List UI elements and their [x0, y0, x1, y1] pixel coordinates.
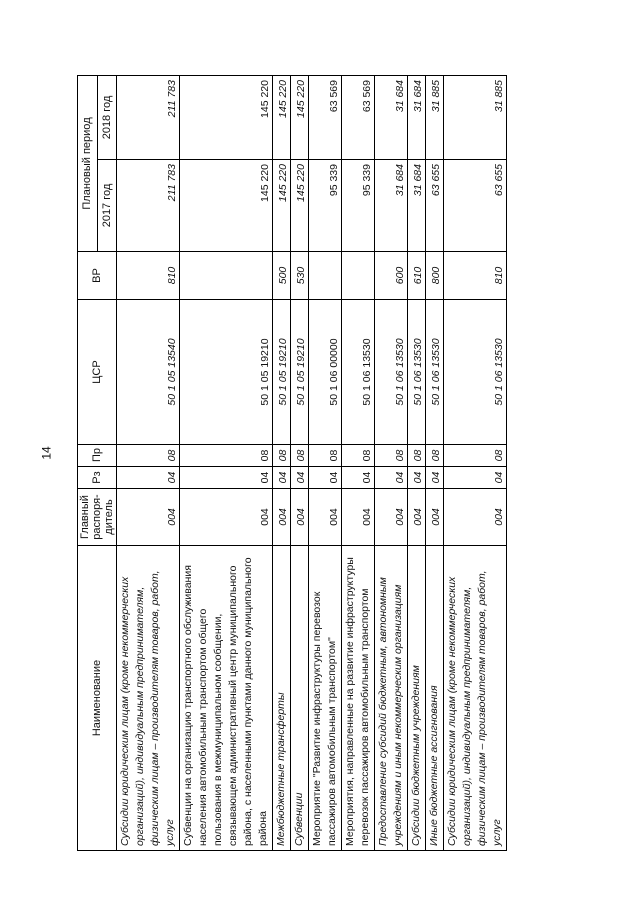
table-row [375, 76, 408, 851]
cell-admin: 004 [444, 489, 507, 546]
cell-y2017: 145 220 [291, 160, 309, 252]
cell-vr: 810 [117, 252, 180, 300]
cell-rz: 04 [342, 467, 375, 489]
cell-pr: 08 [426, 445, 444, 467]
cell-admin: 004 [375, 489, 408, 546]
cell-y2017: 145 220 [180, 160, 273, 252]
cell-csr: 50 1 06 13530 [375, 300, 408, 445]
cell-pr: 08 [309, 445, 342, 467]
cell-y2017: 31 684 [375, 160, 408, 252]
cell-y2017: 95 339 [342, 160, 375, 252]
cell-y2017: 145 220 [273, 160, 291, 252]
cell-name: Иные бюджетные ассигнования [426, 546, 444, 851]
table-row [426, 76, 444, 851]
cell-csr: 50 1 06 13530 [426, 300, 444, 445]
cell-vr [342, 252, 375, 300]
budget-table [77, 75, 507, 851]
cell-vr [180, 252, 273, 300]
cell-y2018: 145 220 [180, 76, 273, 160]
cell-pr: 08 [117, 445, 180, 467]
header-vr: ВР [78, 252, 117, 300]
cell-csr: 50 1 05 19210 [291, 300, 309, 445]
cell-pr: 08 [291, 445, 309, 467]
cell-rz: 04 [273, 467, 291, 489]
cell-csr: 50 1 06 13530 [342, 300, 375, 445]
cell-rz: 04 [426, 467, 444, 489]
cell-rz: 04 [444, 467, 507, 489]
header-2017: 2017 год [97, 160, 117, 252]
cell-pr: 08 [342, 445, 375, 467]
table-row [273, 76, 291, 851]
cell-vr: 800 [426, 252, 444, 300]
table-row [180, 76, 273, 851]
header-plan-period: Плановый период [78, 76, 98, 252]
cell-name: Межбюджетные трансферты [273, 546, 291, 851]
cell-admin: 004 [309, 489, 342, 546]
cell-y2017: 31 684 [408, 160, 426, 252]
cell-name: Субвенции [291, 546, 309, 851]
header-csr: ЦСР [78, 300, 117, 445]
cell-rz: 04 [408, 467, 426, 489]
header-rz: Рз [78, 467, 117, 489]
header-name: Наименование [78, 546, 117, 851]
table-row [117, 76, 180, 851]
cell-name: Субсидии юридическим лицам (кроме некоммерческих организаций), индивидуальным предпринимателям, физическим лицам – производителям товаров, работ, услуг [444, 546, 507, 851]
rotated-table-container [77, 76, 547, 851]
cell-csr: 50 1 06 00000 [309, 300, 342, 445]
cell-name: Субвенции на организацию транспортного обслуживания населения автомобильным транспортом общего пользования в межмуниципальном сообщении, связывающем административный центр муниципального района, с населенными пунктами данного муниципального района [180, 546, 273, 851]
cell-name: Мероприятие "Развитие инфраструктуры перевозок пассажиров автомобильным транспортом" [309, 546, 342, 851]
cell-pr: 08 [375, 445, 408, 467]
cell-admin: 004 [180, 489, 273, 546]
table-row [444, 76, 507, 851]
cell-y2018: 31 885 [426, 76, 444, 160]
cell-csr: 50 1 05 13540 [117, 300, 180, 445]
cell-admin: 004 [291, 489, 309, 546]
header-admin: Главный распоря-дитель [78, 489, 117, 546]
cell-y2017: 211 783 [117, 160, 180, 252]
cell-y2018: 211 783 [117, 76, 180, 160]
table-row [408, 76, 426, 851]
cell-rz: 04 [117, 467, 180, 489]
cell-y2018: 145 220 [291, 76, 309, 160]
cell-admin: 004 [273, 489, 291, 546]
cell-admin: 004 [408, 489, 426, 546]
cell-vr: 500 [273, 252, 291, 300]
cell-pr: 08 [444, 445, 507, 467]
cell-y2018: 63 569 [342, 76, 375, 160]
cell-vr: 610 [408, 252, 426, 300]
table-row [291, 76, 309, 851]
header-2018: 2018 год [97, 76, 117, 160]
cell-name: Мероприятия, направленные на развитие инфраструктуры перевозок пассажиров автомобильным транспортом [342, 546, 375, 851]
cell-y2018: 31 684 [375, 76, 408, 160]
cell-admin: 004 [117, 489, 180, 546]
cell-rz: 04 [180, 467, 273, 489]
cell-name: Предоставление субсидий бюджетным, автономным учреждениям и иным некоммерческим организациям [375, 546, 408, 851]
cell-vr: 810 [444, 252, 507, 300]
cell-pr: 08 [408, 445, 426, 467]
cell-y2017: 63 655 [444, 160, 507, 252]
cell-vr: 600 [375, 252, 408, 300]
cell-pr: 08 [180, 445, 273, 467]
cell-y2017: 63 655 [426, 160, 444, 252]
page-number: 14 [39, 446, 54, 460]
cell-y2018: 63 569 [309, 76, 342, 160]
table-row [309, 76, 342, 851]
cell-csr: 50 1 06 13530 [444, 300, 507, 445]
cell-rz: 04 [375, 467, 408, 489]
cell-pr: 08 [273, 445, 291, 467]
cell-vr: 530 [291, 252, 309, 300]
table-body [117, 76, 507, 851]
header-pr: Пр [78, 445, 117, 467]
cell-csr: 50 1 06 13530 [408, 300, 426, 445]
table-row [342, 76, 375, 851]
cell-rz: 04 [309, 467, 342, 489]
cell-admin: 004 [426, 489, 444, 546]
cell-y2017: 95 339 [309, 160, 342, 252]
cell-name: Субсидии юридическим лицам (кроме некоммерческих организаций), индивидуальным предпринимателям, физическим лицам – производителям товаров, работ, услуг [117, 546, 180, 851]
cell-rz: 04 [291, 467, 309, 489]
cell-name: Субсидии бюджетным учреждениям [408, 546, 426, 851]
cell-csr: 50 1 05 19210 [180, 300, 273, 445]
cell-y2018: 145 220 [273, 76, 291, 160]
cell-admin: 004 [342, 489, 375, 546]
cell-vr [309, 252, 342, 300]
cell-csr: 50 1 05 19210 [273, 300, 291, 445]
cell-y2018: 31 684 [408, 76, 426, 160]
cell-y2018: 31 885 [444, 76, 507, 160]
